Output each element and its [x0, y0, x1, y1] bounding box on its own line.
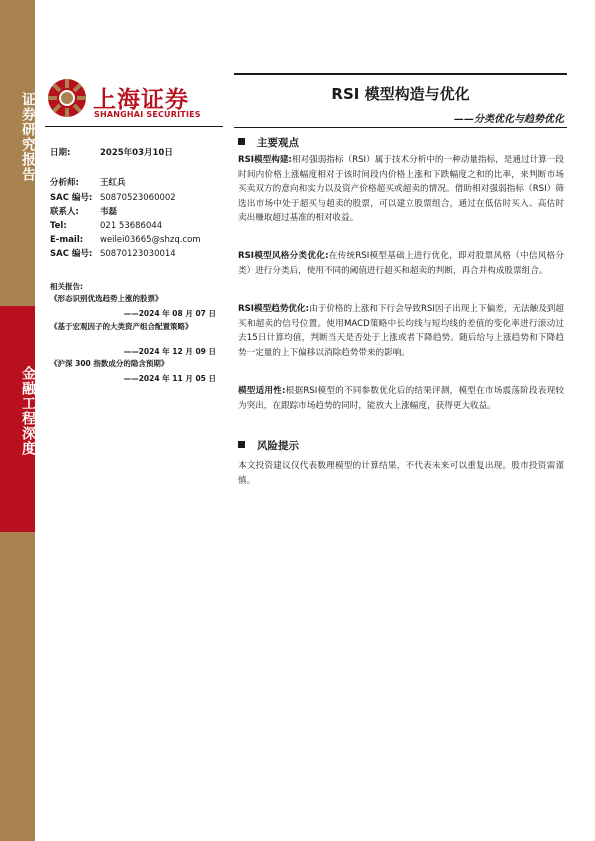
- info-date-row: [50, 147, 173, 159]
- info-email: weilei03665@shzq.com: [100, 235, 201, 245]
- risk-heading-text: 风险提示: [257, 440, 299, 452]
- main-point-1-label: RSI模型构建:: [238, 155, 292, 165]
- brand-logo-icon: [47, 78, 87, 118]
- related-report-1-date: ——2024 年 08 月 07 日: [123, 309, 216, 318]
- main-point-2-label: RSI模型风格分类优化:: [238, 251, 329, 261]
- sidebar-report-type: 证券研究报告: [20, 92, 36, 182]
- info-date: 2025年03月10日: [100, 148, 173, 158]
- info-analyst-label: 分析师:: [50, 178, 79, 188]
- related-report-3-date: ——2024 年 11 月 05 日: [123, 374, 216, 383]
- related-report-2-date: ——2024 年 12 月 09 日: [123, 347, 216, 356]
- info-contact: 韦磊: [100, 207, 118, 217]
- info-sac2-row: [50, 248, 176, 260]
- info-tel-row: [50, 220, 162, 232]
- report-subtitle: ——分类优化与趋势优化: [454, 114, 564, 125]
- brand-name-en: SHANGHAI SECURITIES: [94, 110, 201, 119]
- brand-name-cn: 上海证券: [93, 87, 189, 113]
- info-email-label: E-mail:: [50, 235, 84, 245]
- title-bottom-rule: [234, 127, 567, 128]
- related-reports-title: 相关报告:: [50, 282, 83, 291]
- risk-text: 本文投资建议仅代表数理模型的计算结果，不代表未来可以重复出现。股市投资需谨慎。: [238, 461, 564, 486]
- info-sac2: S0870123030014: [100, 249, 176, 259]
- report-title: RSI 模型构造与优化: [331, 85, 470, 103]
- main-point-3-text: 由于价格的上涨和下行会导致RSI因子出现上下偏差，无法触及到超买和超卖的信号位置。使用MACD策略中长均线与短均线的差值的变化率进行滚动过去15日计算均值，判断当天是否处于上涨或者下降趋势。随后给与上涨趋势和下降趋势一定量的上下偏移以消除趋势带来的影响。: [238, 304, 564, 358]
- main-points-heading-text: 主要观点: [257, 137, 299, 149]
- main-point-1-text: 相对强弱指标（RSI）属于技术分析中的一种动量指标，是通过计算一段时间内价格上涨幅度相对于该时间段内价格上涨和下跌幅度之和的比率，来判断市场买卖双方的意向和实力以及资产价格超买或超卖的情况。借助相对强弱指标（RSI）筛选出市场中处于超买与超卖的股票，可以建立股票组合，通过在低估时买入、高估时卖出赚取超过基准的相对收益。: [238, 155, 564, 224]
- related-report-1[interactable]: 《形态识别优选趋势上涨的股票》: [50, 294, 163, 303]
- info-contact-label: 联系人:: [50, 207, 79, 217]
- info-sac1-label: SAC 编号:: [50, 193, 93, 203]
- related-report-3[interactable]: 《沪深 300 指数成分的隐含预期》: [50, 359, 169, 368]
- main-point-model-construction: [238, 153, 564, 226]
- title-top-rule: [234, 73, 567, 75]
- info-contact-row: [50, 206, 117, 218]
- info-sac1-row: [50, 192, 176, 204]
- related-report-2[interactable]: 《基于宏观因子的大类资产组合配置策略》: [50, 322, 193, 331]
- main-point-4-label: 模型适用性:: [238, 386, 286, 396]
- info-tel-label: Tel:: [50, 221, 67, 231]
- info-sac2-label: SAC 编号:: [50, 249, 93, 259]
- sidebar-report-category: 金融工程深度: [20, 366, 36, 456]
- main-point-3-label: RSI模型趋势优化:: [238, 304, 310, 314]
- info-analyst: 王红兵: [100, 178, 126, 188]
- bullet-square-icon: [238, 441, 245, 448]
- info-date-label: 日期:: [50, 148, 71, 158]
- bullet-square-icon: [238, 138, 245, 145]
- main-point-4-text: 根据RSI模型的不同参数优化后的结果评测，模型在市场震荡阶段表现较为突出，在跟踪市场趋势的同时，能放大上涨幅度，获得更大收益。: [238, 386, 565, 411]
- left-divider: [45, 126, 223, 127]
- main-point-style-optimization: [238, 249, 564, 278]
- info-email-row: [50, 234, 201, 246]
- main-points-heading: [238, 135, 299, 150]
- risk-heading: [238, 438, 299, 453]
- info-analyst-row: [50, 177, 126, 189]
- info-sac1: S0870523060002: [100, 193, 176, 203]
- main-point-trend-optimization: [238, 302, 564, 360]
- main-point-2-text: 在传统RSI模型基础上进行优化，即对股票风格（中信风格分类）进行分类后，使用不同的阈值进行超买和超卖的判断，再合并构成股票组合。: [238, 251, 564, 276]
- info-tel: 021 53686044: [100, 221, 163, 231]
- main-point-applicability: [238, 384, 564, 413]
